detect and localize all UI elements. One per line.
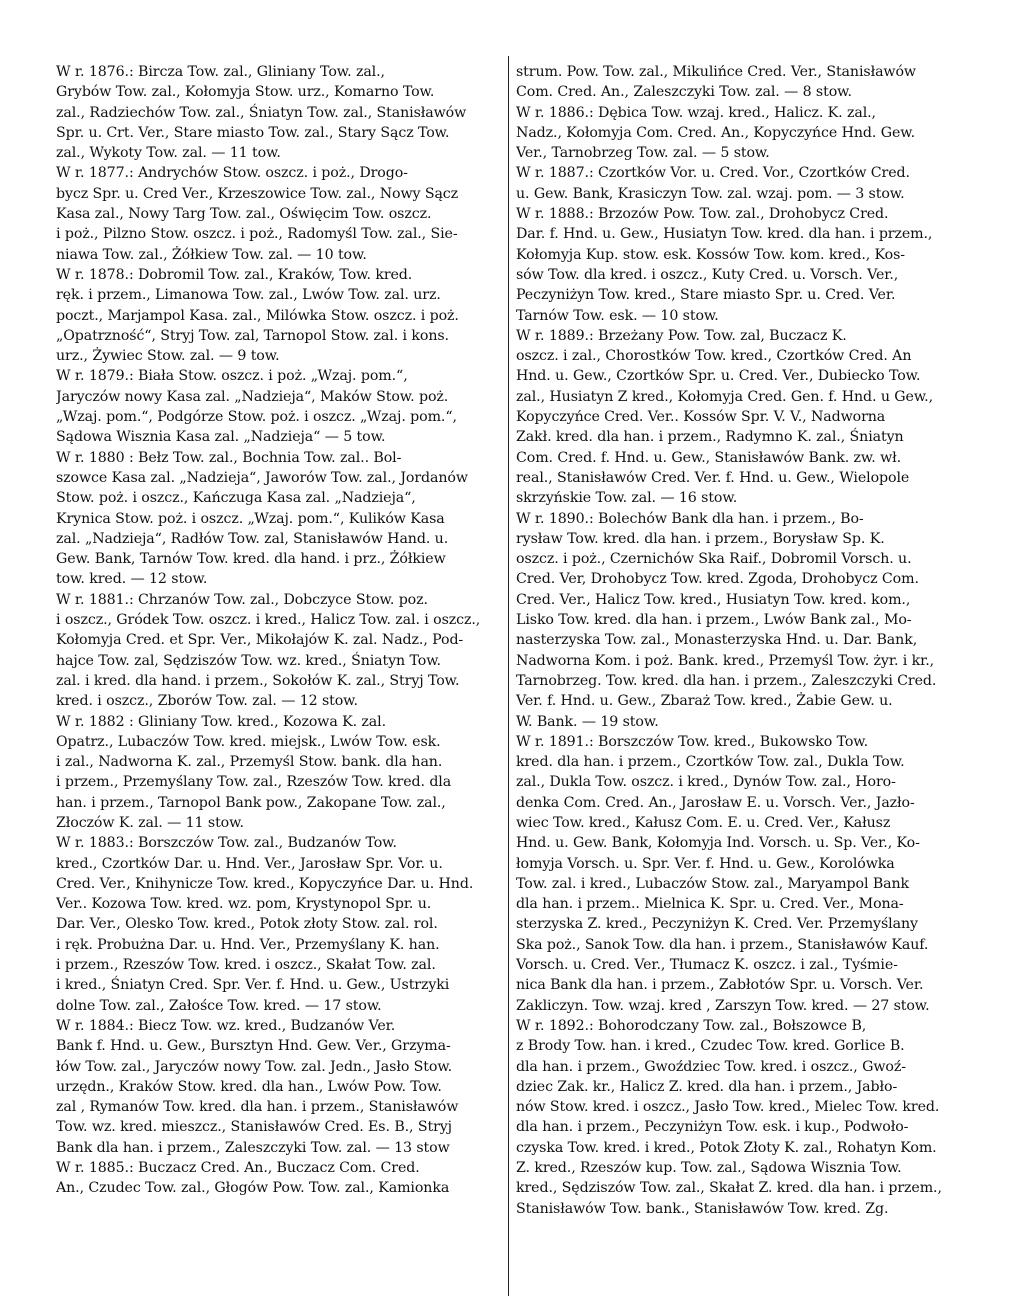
right-column-line: W. Bank. — 19 stow. [516,713,659,730]
right-column-line: oszcz. i poż., Czernichów Ska Raif., Dobromil Vorsch. u. [516,551,912,568]
left-column-line: zal., Radziechów Tow. zal., Śniatyn Tow. zal., Stanisławów [56,104,467,121]
left-column-line: kred. i oszcz., Zborów Tow. zal. — 12 stow. [56,693,358,710]
right-column-line: Kołomyja Kup. stow. esk. Kossów Tow. kom. kred., Kos- [516,246,905,263]
left-column-line: Krynica Stow. poż. i oszcz. „Wzaj. pom.“, Kulików Kasa [56,510,445,527]
right-column-line: oszcz. i zal., Chorostków Tow. kred., Czortków Cred. An [516,348,912,365]
left-column-line: i ręk. Probużna Dar. u. Hnd. Ver., Przemyślany K. han. [56,936,440,953]
left-column-line: tow. kred. — 12 stow. [56,571,208,588]
left-column-line: W r. 1876.: Bircza Tow. zal., Gliniany Tow. zal., [56,64,385,80]
left-column-line: i przem., Rzeszów Tow. kred. i oszcz., Skałat Tow. zal. [56,957,436,974]
left-column-line: W r. 1882 : Gliniany Tow. kred., Kozowa K. zal. [56,713,386,730]
left-column-line: niawa Tow. zal., Żółkiew Tow. zal. — 10 tow. [56,246,367,263]
left-column-line: Opatrz., Lubaczów Tow. kred. miejsk., Lwów Tow. esk. [56,733,441,750]
left-column-line: W r. 1880 : Bełz Tow. zal., Bochnia Tow. zal.. Bol- [56,449,402,466]
right-column-line: u. Gew. Bank, Krasiczyn Tow. zal. wzaj. pom. — 3 stow. [516,185,905,202]
left-column-line: Gew. Bank, Tarnów Tow. kred. dla hand. i prz., Żółkiew [56,551,446,568]
left-column-line: poczt., Marjampol Kasa. zal., Milówka Stow. oszcz. i poż. [56,307,459,324]
right-column-line: sów Tow. dla kred. i oszcz., Kuty Cred. u. Vorsch. Ver., [516,266,899,283]
left-column-line: W r. 1883.: Borszczów Tow. zal., Budzanów Tow. [56,835,397,852]
left-column-line: dolne Tow. zal., Załośce Tow. kred. — 17 stow. [56,997,382,1014]
right-column-line: Zakliczyn. Tow. wzaj. kred , Zarszyn Tow. kred. — 27 stow. [516,997,930,1014]
right-column-line: Dar. f. Hnd. u. Gew., Husiatyn Tow. kred. dla han. i przem., [516,226,933,243]
left-column-line: szowce Kasa zal. „Nadzieja“, Jaworów Tow. zal., Jordanów [56,469,468,486]
left-column-line: hajce Tow. zal, Sędziszów Tow. wz. kred., Śniatyn Tow. [56,652,441,669]
left-column-line: Kołomyja Cred. et Spr. Ver., Mikołajów K. zal. Nadz., Pod- [56,632,464,649]
right-column-line: łomyja Vorsch. u. Spr. Ver. f. Hnd. u. Gew., Korolówka [516,855,895,872]
left-column-line: „Opatrzność“, Stryj Tow. zal, Tarnopol Stow. zal. i kons. [56,327,449,344]
left-column-line: W r. 1878.: Dobromil Tow. zal., Kraków, Tow. kred. [56,266,413,283]
right-column-line: W r. 1890.: Bolechów Bank dla han. i przem., Bo- [516,510,864,527]
left-column-line: Grybów Tow. zal., Kołomyja Stow. urz., Komarno Tow. [56,84,435,101]
right-column-line: strum. Pow. Tow. zal., Mikulińce Cred. Ver., Stanisławów [516,64,916,80]
right-column-line: Com. Cred. An., Zaleszczyki Tow. zal. — 8 stow. [516,84,852,101]
left-column-line: Ver.. Kozowa Tow. kred. wz. pom, Krystynopol Spr. u. [56,896,432,913]
left-column-line: kred., Czortków Dar. u. Hnd. Ver., Jarosław Spr. Vor. u. [56,855,443,872]
right-column-line: real., Stanisławów Cred. Ver. f. Hnd. u. Gew., Wielopole [516,469,910,486]
right-column-line: sterzyska Z. kred., Peczyniżyn K. Cred. Ver. Przemyślany [516,916,918,933]
left-column-line: ręk. i przem., Limanowa Tow. zal., Lwów Tow. zal. urz. [56,287,441,304]
right-column-line: Com. Cred. f. Hnd. u. Gew., Stanisławów Bank. zw. wł. [516,449,902,466]
right-column-line: Zakł. kred. dla han. i przem., Radymno K. zal., Śniatyn [516,429,904,446]
left-column-line: Dar. Ver., Olesko Tow. kred., Potok złoty Stow. zal. rol. [56,916,438,933]
right-column-line: dla han. i przem.. Mielnica K. Spr. u. Cred. Ver., Mona- [516,896,904,913]
left-text-column [56,62,500,1199]
left-column-line: Bank f. Hnd. u. Gew., Bursztyn Hnd. Gew. Ver., Grzyma- [56,1038,451,1055]
right-column-line: Tow. zal. i kred., Lubaczów Stow. zal., Maryampol Bank [516,875,910,892]
right-column-line: Hnd. u. Gew., Czortków Spr. u. Cred. Ver., Dubiecko Tow. [516,368,921,385]
right-column-line: zal., Husiatyn Z kred., Kołomyja Cred. Gen. f. Hnd. u Gew., [516,388,933,405]
right-column-line: dla han. i przem., Gwoździec Tow. kred. i oszcz., Gwoź- [516,1058,906,1075]
right-column-line: Vorsch. u. Cred. Ver., Tłumacz K. oszcz. i zal., Tyśmie- [516,957,898,974]
right-column-line: Lisko Tow. kred. dla han. i przem., Lwów Bank zal., Mo- [516,612,912,629]
right-column-line: zal., Dukla Tow. oszcz. i kred., Dynów Tow. zal., Horo- [516,774,896,791]
right-column-line: czyska Tow. kred. i kred., Potok Złoty K. zal., Rohatyn Kom. [516,1139,937,1156]
right-column-line: W r. 1888.: Brzozów Pow. Tow. zal., Drohobycz Cred. [516,206,889,223]
left-column-line: zal , Rymanów Tow. kred. dla han. i przem., Stanisławów [56,1099,459,1116]
right-column-line: W r. 1887.: Czortków Vor. u. Cred. Vor., Czortków Cred. [516,165,910,182]
right-column-line: W r. 1892.: Bohorodczany Tow. zal., Bołszowce B, [516,1017,867,1034]
left-column-line: Bank dla han. i przem., Zaleszczyki Tow. zal. — 13 stow [56,1139,450,1156]
left-column-line: W r. 1877.: Andrychów Stow. oszcz. i poż., Drogo- [56,165,408,182]
right-column-line: Z. kred., Rzeszów kup. Tow. zal., Sądowa Wisznia Tow. [516,1160,902,1177]
right-column-line: Tarnobrzeg. Tow. kred. dla han. i przem., Zaleszczyki Cred. [516,672,937,689]
left-column-line: Złoczów K. zal. — 11 stow. [56,814,244,831]
left-column-line: urz., Żywiec Stow. zal. — 9 tow. [56,348,280,365]
right-column-line: kred. dla han. i przem., Czortków Tow. zal., Dukla Tow. [516,754,905,771]
left-column-line: urzędn., Kraków Stow. kred. dla han., Lwów Pow. Tow. [56,1078,442,1095]
column-divider [508,56,509,1296]
right-column-line: Peczyniżyn Tow. kred., Stare miasto Spr. u. Cred. Ver. [516,287,896,304]
left-column-line: Kasa zal., Nowy Targ Tow. zal., Oświęcim Tow. oszcz. [56,206,432,223]
left-column-line: i zal., Nadworna K. zal., Przemyśl Stow. bank. dla han. [56,754,443,771]
right-column-line: Nadz., Kołomyja Com. Cred. An., Kopyczyńce Hnd. Gew. [516,124,916,141]
left-column-line: i przem., Przemyślany Tow. zal., Rzeszów Tow. kred. dla [56,774,452,791]
right-column-line: nasterzyska Tow. zal., Monasterzyska Hnd. u. Dar. Bank, [516,632,918,649]
right-column-line: Ver., Tarnobrzeg Tow. zal. — 5 stow. [516,145,770,162]
right-column-line: W r. 1886.: Dębica Tow. wzaj. kred., Halicz. K. zal., [516,104,876,121]
right-column-line: Cred. Ver., Halicz Tow. kred., Husiatyn Tow. kred. kom., [516,591,911,608]
left-column-line: Sądowa Wisznia Kasa zal. „Nadzieja“ — 5 tow. [56,429,386,446]
right-column-line: Ver. f. Hnd. u. Gew., Zbaraż Tow. kred., Żabie Gew. u. [516,693,893,710]
left-column-line: han. i przem., Tarnopol Bank pow., Zakopane Tow. zal., [56,794,446,811]
right-column-line: Nadworna Kom. i poż. Bank. kred., Przemyśl Tow. żyr. i kr., [516,652,935,669]
right-column-line: denka Com. Cred. An., Jarosław E. u. Vorsch. Ver., Jazło- [516,794,915,811]
left-column-line: Stow. poż. i oszcz., Kańczuga Kasa zal. „Nadzieja“, [56,490,416,507]
right-column-line: kred., Sędziszów Tow. zal., Skałat Z. kred. dla han. i przem., [516,1180,942,1197]
left-column-line: W r. 1885.: Buczacz Cred. An., Buczacz Com. Cred. [56,1160,420,1177]
right-column-line: Ska poż., Sanok Tow. dla han. i przem., Stanisławów Kauf. [516,936,929,953]
right-column-line: Hnd. u. Gew. Bank, Kołomyja Ind. Vorsch. u. Sp. Ver., Ko- [516,835,920,852]
left-column-line: Tow. wz. kred. mieszcz., Stanisławów Cred. Es. B., Stryj [56,1119,452,1136]
right-column-line: z Brody Tow. han. i kred., Czudec Tow. kred. Gorlice B. [516,1038,905,1055]
left-column-line: W r. 1879.: Biała Stow. oszcz. i poż. „Wzaj. pom.“, [56,368,408,385]
right-column-line: dziec Zak. kr., Halicz Z. kred. dla han. i przem., Jabło- [516,1078,898,1095]
left-column-line: łów Tow. zal., Jaryczów nowy Tow. zal. Jedn., Jasło Stow. [56,1058,453,1075]
left-column-line: i oszcz., Gródek Tow. oszcz. i kred., Halicz Tow. zal. i oszcz., [56,612,481,629]
right-column-line: wiec Tow. kred., Kałusz Com. E. u. Cred. Ver., Kałusz [516,814,891,831]
right-column-line: dla han. i przem., Peczyniżyn Tow. esk. i kup., Podwoło- [516,1119,909,1136]
right-column-line: W r. 1889.: Brzeżany Pow. Tow. zal, Buczacz K. [516,327,847,344]
right-column-line: Stanisławów Tow. bank., Stanisławów Tow. kred. Zg. [516,1200,889,1217]
left-column-line: Jaryczów nowy Kasa zal. „Nadzieja“, Maków Stow. poż. [56,388,449,405]
left-column-line: W r. 1881.: Chrzanów Tow. zal., Dobczyce Stow. poz. [56,591,428,608]
right-column-line: W r. 1891.: Borszczów Tow. kred., Bukowsko Tow. [516,733,869,750]
right-column-line: Kopyczyńce Cred. Ver.. Kossów Spr. V. V., Nadworna [516,409,886,426]
left-column-line: i kred., Śniatyn Cred. Spr. Ver. f. Hnd. u. Gew., Ustrzyki [56,977,450,994]
right-column-line: nica Bank dla han. i przem., Zabłotów Spr. u. Vorsch. Ver. [516,977,924,994]
right-column-line: nów Stow. kred. i oszcz., Jasło Tow. kred., Mielec Tow. kred. [516,1099,940,1116]
left-column-line: W r. 1884.: Biecz Tow. wz. kred., Budzanów Ver. [56,1017,396,1034]
left-column-line: Spr. u. Crt. Ver., Stare miasto Tow. zal., Stary Sącz Tow. [56,124,450,141]
right-column-line: rysław Tow. kred. dla han. i przem., Borysław Sp. K. [516,530,885,547]
right-column-line: skrzyńskie Tow. zal. — 16 stow. [516,490,738,507]
left-column-line: Cred. Ver., Knihynicze Tow. kred., Kopyczyńce Dar. u. Hnd. [56,875,474,892]
left-column-line: An., Czudec Tow. zal., Głogów Pow. Tow. zal., Kamionka [56,1180,450,1197]
left-column-line: zal., Wykoty Tow. zal. — 11 tow. [56,145,281,162]
right-column-line: Tarnów Tow. esk. — 10 stow. [516,307,719,324]
left-column-line: „Wzaj. pom.“, Podgórze Stow. poż. i oszcz. „Wzaj. pom.“, [56,409,457,426]
left-column-line: i poż., Pilzno Stow. oszcz. i poż., Radomyśl Tow. zal., Sie- [56,226,458,243]
left-column-line: bycz Spr. u. Cred Ver., Krzeszowice Tow. zal., Nowy Sącz [56,185,459,202]
left-column-line: zal. „Nadzieja“, Radłów Tow. zal, Stanisławów Hand. u. [56,530,449,547]
right-text-column [516,62,996,1219]
left-column-line: zal. i kred. dla hand. i przem., Sokołów K. zal., Stryj Tow. [56,672,460,689]
right-column-line: Cred. Ver, Drohobycz Tow. kred. Zgoda, Drohobycz Com. [516,571,919,588]
